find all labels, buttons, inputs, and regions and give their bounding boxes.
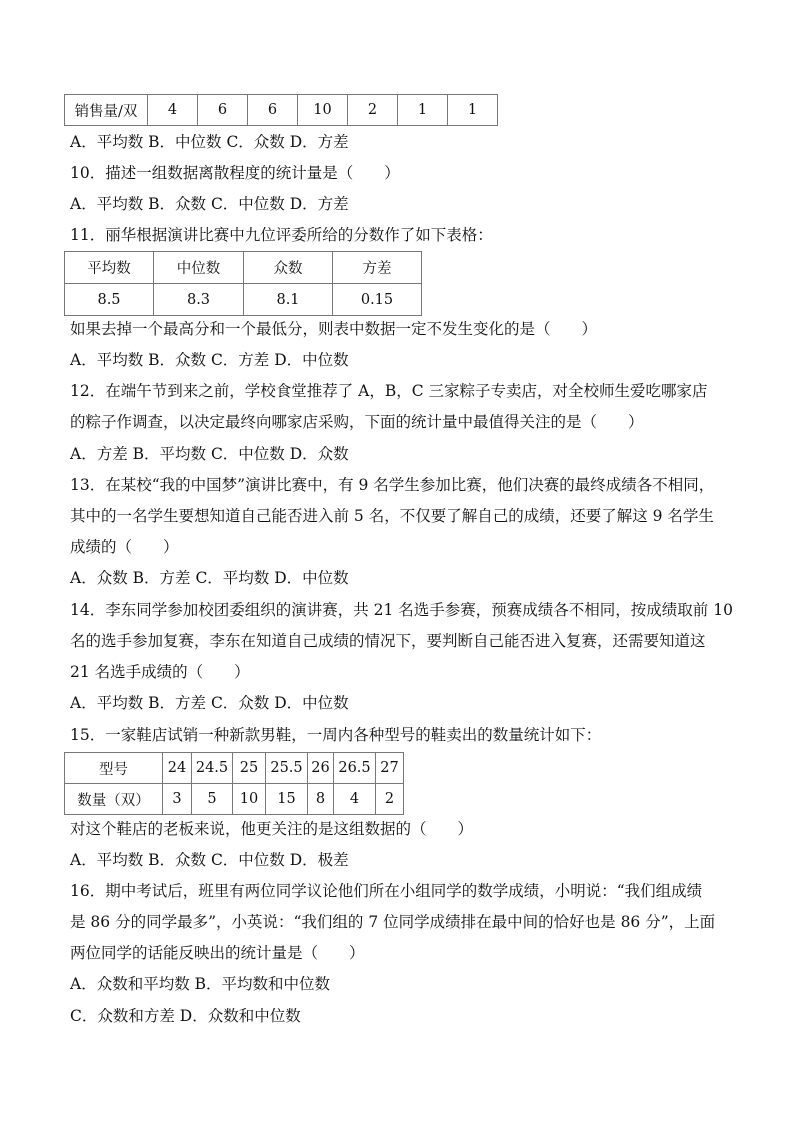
q16-line-3: 两位同学的话能反映出的统计量是（ ）: [70, 944, 365, 962]
table-cell: 10: [298, 95, 348, 126]
table-cell: 27: [376, 753, 404, 784]
sales-table: [64, 94, 498, 126]
table-row: [65, 753, 404, 784]
q16-line-2: 是 86 分的同学最多”，小英说：“我们组的 7 位同学成绩排在最中间的恰好也是 86 分”，上面: [70, 913, 716, 931]
table-cell: 0.15: [333, 284, 422, 316]
table-header-cell: 型号: [65, 753, 163, 784]
table-row: [65, 784, 404, 815]
table-cell: 26: [308, 753, 334, 784]
score-table: [64, 251, 422, 316]
table-row: [65, 252, 422, 284]
table-cell: 8.1: [244, 284, 333, 316]
table-cell: 5: [192, 784, 233, 815]
table-header-cell: 众数: [244, 252, 333, 284]
table-header-cell: 中位数: [154, 252, 244, 284]
table-row: [65, 95, 498, 126]
table-cell: 8.5: [65, 284, 154, 316]
table-cell: 15: [266, 784, 308, 815]
shoe-table: [64, 752, 404, 815]
q15-options: A．平均数 B．众数 C．中位数 D．极差: [70, 851, 349, 869]
q13-line-2: 其中的一名学生要想知道自己能否进入前 5 名，不仅要了解自己的成绩，还要了解这 9 名学生: [70, 507, 714, 525]
q16-options-line-2: C．众数和方差 D．众数和中位数: [70, 1007, 301, 1025]
table-cell: 10: [233, 784, 266, 815]
q9-options: A．平均数 B．中位数 C．众数 D．方差: [70, 133, 349, 151]
q12-options: A．方差 B．平均数 C．中位数 D．众数: [70, 445, 349, 463]
table-cell: 26.5: [334, 753, 376, 784]
q16-options-line-1: A．众数和平均数 B．平均数和中位数: [70, 975, 331, 993]
table-cell: 6: [248, 95, 298, 126]
q12-line-2: 的粽子作调查，以决定最终向哪家店采购，下面的统计量中最值得关注的是（ ）: [70, 413, 644, 431]
q15-stem: 15．一家鞋店试销一种新款男鞋，一周内各种型号的鞋卖出的数量统计如下：: [70, 726, 602, 744]
table-cell: 25: [233, 753, 266, 784]
q10-stem: 10．描述一组数据离散程度的统计量是（ ）: [70, 164, 400, 182]
table-cell: 1: [398, 95, 448, 126]
q14-options: A．平均数 B．方差 C．众数 D．中位数: [70, 694, 349, 712]
table-header-cell: 平均数: [65, 252, 154, 284]
table-cell: 销售量/双: [65, 95, 148, 126]
q15-question: 对这个鞋店的老板来说，他更关注的是这组数据的（ ）: [70, 820, 474, 838]
q13-line-1: 13．在某校“我的中国梦”演讲比赛中，有 9 名学生参加比赛，他们决赛的最终成绩各不相同，: [70, 476, 715, 494]
table-cell: 6: [198, 95, 248, 126]
table-header-cell: 方差: [333, 252, 422, 284]
q12-line-1: 12．在端午节到来之前，学校食堂推荐了 A，B，C 三家粽子专卖店，对全校师生爱吃哪家店: [70, 382, 708, 400]
q11-options: A．平均数 B．众数 C．方差 D．中位数: [70, 351, 349, 369]
table-cell: 25.5: [266, 753, 308, 784]
table-cell: 24.5: [192, 753, 233, 784]
table-cell: 2: [376, 784, 404, 815]
table-cell: 8.3: [154, 284, 244, 316]
q13-options: A．众数 B．方差 C．平均数 D．中位数: [70, 569, 349, 587]
table-row: [65, 284, 422, 316]
q11-stem: 11．丽华根据演讲比赛中九位评委所给的分数作了如下表格：: [70, 226, 493, 244]
table-cell: 4: [334, 784, 376, 815]
table-header-cell: 数量（双）: [65, 784, 163, 815]
q14-line-1: 14．李东同学参加校团委组织的演讲赛，共 21 名选手参赛，预赛成绩各不相同，按成绩取前 10: [70, 601, 733, 619]
table-cell: 8: [308, 784, 334, 815]
table-cell: 3: [163, 784, 192, 815]
q10-options: A．平均数 B．众数 C．中位数 D．方差: [70, 195, 349, 213]
table-cell: 1: [448, 95, 498, 126]
q11-question: 如果去掉一个最高分和一个最低分，则表中数据一定不发生变化的是（ ）: [70, 320, 598, 338]
q14-line-3: 21 名选手成绩的（ ）: [70, 663, 250, 681]
table-cell: 4: [148, 95, 198, 126]
table-cell: 24: [163, 753, 192, 784]
table-cell: 2: [348, 95, 398, 126]
q16-line-1: 16．期中考试后，班里有两位同学议论他们所在小组同学的数学成绩，小明说：“我们组成绩: [70, 882, 703, 900]
q13-line-3: 成绩的（ ）: [70, 538, 179, 556]
q14-line-2: 名的选手参加复赛，李东在知道自己成绩的情况下，要判断自己能否进入复赛，还需要知道这: [70, 632, 706, 650]
